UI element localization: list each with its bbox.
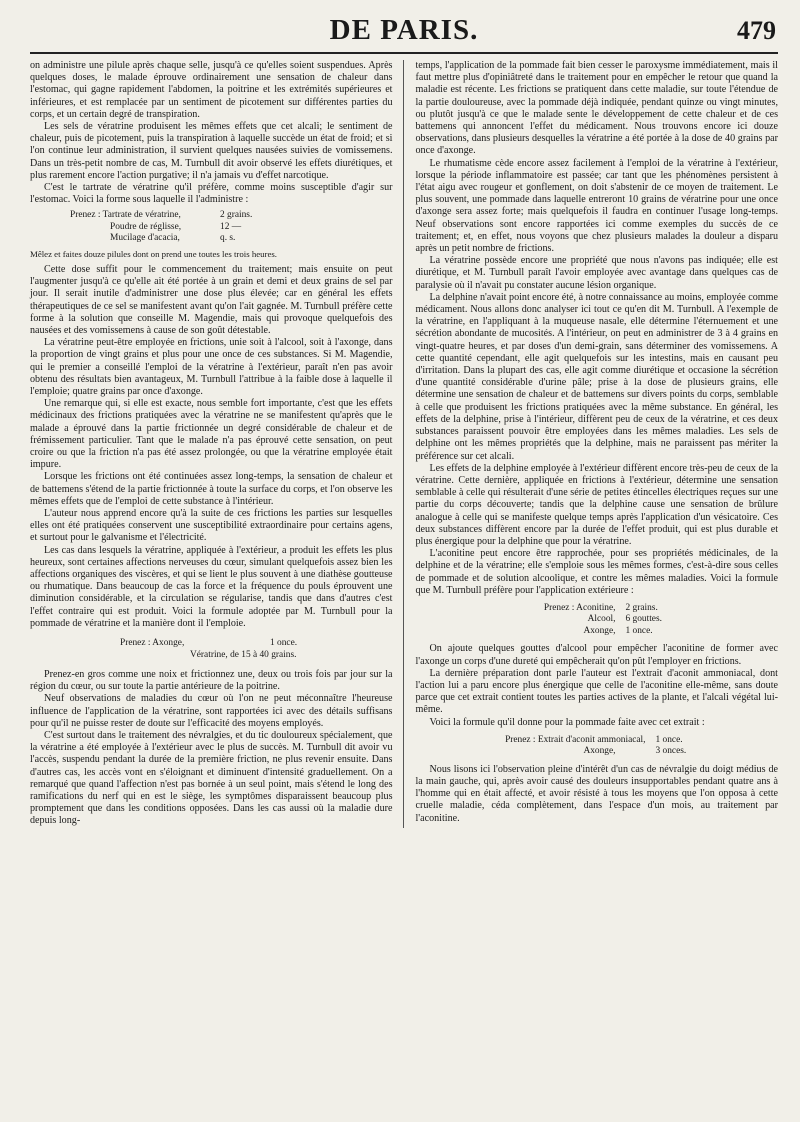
recipe-line: [30, 222, 393, 234]
recipe-formula: [30, 638, 393, 661]
paragraph: C'est surtout dans le traitement des névralgies, et du tic douloureux spécialement, que la vératrine a été employée à l'extérieur avec le plus de succès. M. Turnbull dit avoir vu l'accès, suspendu pendant la durée de la première friction, ne plus revenir ensuite. Dans d'autres cas, les accès vont en s'éloignant et diminuent d'intensité graduellement. On a remarqué que quand l'affection n'est pas bornée à un seul point, mais s'étend le long des ramifications du nerf qui en est le siège, les symptômes disparaissent beaucoup plus promptement que dans les conditions opposées. Dans les cas aussi où la maladie dure depuis long-: [30, 730, 393, 827]
recipe-quantity: 6 gouttes.: [625, 614, 662, 625]
paragraph: La dernière préparation dont parle l'auteur est l'extrait d'aconit ammoniacal, dont l'action lui a paru encore plus énergique que celle de l'aconitine elle-même, sans doute parce que cet extrait contient toutes les parties actives de la plante, et l'alcali végétal lui-même.: [415, 667, 778, 716]
recipe-formula: [416, 603, 779, 638]
paragraph: Les cas dans lesquels la vératrine, appliquée à l'extérieur, a produit les effets les plus heureux, sont certaines affections nerveuses du cœur, simulant quelquefois assez bien les affections organiques des viscères, et qui se lient le plus souvent à une diathèse goutteuse ou rhumatique. Dans beaucoup de cas la force et la fréquence du pouls éprouvent une diminution considérable, et la circulation se régularise, tandis que dans d'autres c'est l'effet contraire qui est produit. Voici la formule adoptée par M. Turnbull pour la pommade de vératrine et la manière dont il l'emploie.: [30, 544, 393, 629]
recipe-note: Mêlez et faites douze pilules dont on prend une toutes les trois heures.: [30, 248, 277, 259]
recipe-ingredient: Vératrine, de 15 à 40 grains.: [190, 649, 297, 660]
recipe-line: [416, 746, 779, 758]
recipe-ingredient: Axonge,: [583, 746, 616, 757]
recipe-line: [416, 626, 779, 638]
recipe-line: [416, 735, 779, 747]
paragraph: temps, l'application de la pommade fait bien cesser le paroxysme immédiatement, mais il faut mettre plus d'opiniâtreté dans le traitement pour en empêcher le retour que quand la maladie est récente. Les frictions se pratiquent dans cette maladie, sur toute l'étendue de la partie douloureuse, avec la pommade déjà indiquée, pendant quinze ou vingt minutes, ou plutôt jusqu'à ce que le malade sente le développement de cette chaleur et de ces battemens qui annoncent l'effet du médicament. Nous trouvons encore ici douze observations, dans plusieurs desquelles la vératrine a été portée à la dose de 40 grains par once d'axonge.: [415, 60, 778, 157]
recipe-line: [416, 603, 779, 615]
recipe-quantity: 3 onces.: [655, 746, 687, 757]
recipe-ingredient: Prenez : Tartrate de vératrine,: [70, 210, 181, 221]
paragraph: L'aconitine peut encore être rapprochée, pour ses propriétés médicinales, de la delphine et de la vératrine; elle s'emploie sous les mêmes formes, c'est-à-dire sous celles de pommade et de solution alcoolique, et contre les mêmes maladies. Voici la formule que M. Turnbull préfère pour l'application extérieure :: [415, 548, 778, 596]
recipe-line: [30, 650, 393, 662]
paragraph: Les effets de la delphine employée à l'extérieur diffèrent encore très-peu de ceux de la vératrine. Cette dernière, appliquée en frictions à l'extérieur, détermine une sensation semblable à celle qui résulterait d'une série de petites étincelles électriques reçues sur une partie du corps découverte; tandis que la delphine cause une sensation de brûlure analogue à celle qui se manifeste quelque temps après l'application d'un vésicatoire. Ces deux substances diffèrent encore par la durée de l'effet produit, qui est plus durable et plus énergique pour la delphine que pour la vératrine.: [415, 462, 778, 547]
recipe-quantity: 2 grains.: [625, 602, 658, 613]
recipe-ingredient: Axonge,: [583, 625, 616, 636]
paragraph: Neuf observations de maladies du cœur où l'on ne peut méconnaître l'heureuse influence de l'application de la vératrine, sont rapportées ici avec des détails suffisans pour qu'il ne puisse rester de doute sur l'efficacité des moyens employés.: [30, 693, 393, 729]
paragraph: La vératrine peut-être employée en frictions, unie soit à l'alcool, soit à l'axonge, dans la proportion de vingt grains et plus pour une once de ces substances. Si M. Magendie, qui le premier a conseillé l'emploi de la vératrine à l'extérieur, paraît n'en pas avoir obtenu des résultats bien avantageux, M. Turnbull l'attribue à la faible dose à laquelle il l'emploie; quatre grains par once d'axonge.: [30, 337, 393, 397]
page-header: [30, 14, 778, 54]
recipe-quantity: 12 —: [220, 221, 242, 232]
paragraph: On ajoute quelques gouttes d'alcool pour empêcher l'aconitine de former avec l'axonge un corps d'une dureté qui empêcherait qu'on pût l'employer en frictions.: [415, 643, 778, 667]
recipe-line: [30, 233, 393, 245]
paragraph: on administre une pilule après chaque selle, jusqu'à ce qu'elles soient suspendues. Après quelques doses, le malade éprouve ordinairement une sensation de chaleur dans l'estomac, qui gagne rapidement l'abdomen, la poitrine et les extrémités supérieures et inférieures, et est remplacée par un sentiment de picotement sur différentes parties du corps, et un certain degré de transpiration.: [30, 60, 393, 120]
paragraph: La delphine n'avait point encore été, à notre connaissance au moins, employée comme médicament. Nous allons donc analyser ici tout ce qu'en dit M. Turnbull. A l'exemple de la vératrine, en l'appliquant à la muqueuse nasale, elle détermine l'éternuement et une sécrétion abondante de mucosités. A l'intérieur, on peut en administrer de 3 à 4 grains en vingt-quatre heures, et par doses d'un demi-grain, sans déterminer des vomissemens. A cette quantité cependant, elle agit quelquefois sur les intestins, mais en causant peu d'irritation. Dans la plupart des cas, elle agit comme diurétique et occasione la sécrétion d'une quantité considérable d'urine pâle; prise à la dose de plusieurs grains, elle détermine une sensation de chaleur et de battemens sur divers points du corps, semblable à celle que produisent les frictions pratiquées avec la même substance. En général, les effets de la delphine, prise à l'intérieur, diffèrent peu de ceux de la vératrine, et ces deux substances paraissent pouvoir être employées dans les mêmes maladies. Les sels de delphine ont les mêmes propriétés que la delphine, mais ne paraissent pas mériter la préférence sur cet alcali.: [415, 291, 778, 462]
recipe-formula: [416, 735, 779, 758]
paragraph: C'est le tartrate de vératrine qu'il préfère, comme moins susceptible d'agir sur l'estomac. Voici la forme sous laquelle il l'administre :: [30, 182, 393, 206]
two-column-body: [30, 60, 778, 828]
paragraph: Lorsque les frictions ont été continuées assez long-temps, la sensation de chaleur et de battemens s'étend de la partie frictionnée à toute la surface du corps, et l'on observe les mêmes effets que de l'emploi de cette substance à l'intérieur.: [30, 471, 393, 507]
recipe-quantity: 2 grains.: [220, 210, 253, 221]
recipe-ingredient: Poudre de réglisse,: [110, 221, 182, 232]
recipe-formula: [30, 210, 393, 245]
paragraph: Cette dose suffit pour le commencement du traitement; mais ensuite on peut l'augmenter jusqu'à ce qu'elle ait été portée à un grain et demi et deux grains de sel par jour. Il serait inutile d'administrer une dose plus élevée; car en général les effets thérapeutiques de ce sel se manifestent avant qu'on l'ait gagnée. M. Turnbull préfère cette forme à la solution que conseille M. Magendie, mais qui provoque quelquefois des nausées et des vomissemens à cause de son goût détestable.: [30, 263, 393, 336]
recipe-line: [30, 638, 393, 650]
recipe-quantity: 1 once.: [655, 734, 683, 745]
left-column: [30, 60, 404, 828]
paragraph: Le rhumatisme cède encore assez facilement à l'emploi de la vératrine à l'extérieur, lorsque la période inflammatoire est passée; car tant que les phénomènes persistent à l'état aigu avec rougeur et gonflement, on doit s'abstenir de ce moyen de traitement. Le plus souvent, une pommade dans laquelle entreront 10 grains de vératrine pour une once d'axonge sera assez forte; mais quelquefois il faudra en continuer l'usage long-temps. Neuf observations sont encore rapportées ici comme exemples du succès de ce traitement; et, en effet, nous voyons que chez plusieurs malades la douleur a disparu après un petit nombre de frictions.: [415, 157, 778, 255]
running-title: DE PARIS.: [329, 14, 479, 46]
recipe-ingredient: Prenez : Axonge,: [120, 638, 185, 649]
paragraph: Une remarque qui, si elle est exacte, nous semble fort importante, c'est que les effets médicinaux des frictions pratiquées avec la vératrine ne se manifestent qu'après que le malade a éprouvé dans la partie frictionnée un degré considérable de chaleur et de frémissement particulier. Tant que le malade n'a pas éprouvé cette sensation, on peut croire ou que la friction n'a pas été assez prolongée, ou que la vératrine employée était impure.: [30, 398, 393, 471]
recipe-quantity: 1 once.: [270, 638, 298, 649]
recipe-quantity: 1 once.: [625, 625, 653, 636]
recipe-quantity: q. s.: [220, 233, 236, 244]
paragraph: Nous lisons ici l'observation pleine d'intérêt d'un cas de névralgie du doigt médius de la main gauche, qui, après avoir causé des douleurs insupportables pendant quatre ans à l'homme qui en était affecté, et avoir résisté à tous les moyens que l'on opposa à cette cruelle maladie, céda complètement, dans l'espace d'un mois, au traitement par l'aconitine.: [415, 763, 778, 824]
recipe-ingredient: Prenez : Aconitine,: [543, 602, 616, 613]
recipe-line: [416, 614, 779, 626]
paragraph: Les sels de vératrine produisent les mêmes effets que cet alcali; le sentiment de chaleur, puis de picotement, puis la transpiration à laquelle succède un état de froid; et si l'on continue leur administration, il survient quelques nausées suivies de vomissemens. Dans un très-petit nombre de cas, M. Turnbull dit avoir observé les effets diurétiques, et plus rarement encore l'action purgative; il n'a jamais vu d'effet narcotique.: [30, 121, 393, 181]
recipe-line: [30, 210, 393, 222]
recipe-ingredient: Prenez : Extrait d'aconit ammoniacal,: [505, 734, 646, 745]
page-number: 479: [737, 16, 776, 45]
paragraph: Voici la formule qu'il donne pour la pommade faite avec cet extrait :: [429, 716, 705, 728]
paragraph: L'auteur nous apprend encore qu'à la suite de ces frictions les parties sur lesquelles elles ont été pratiquées conservent une susceptibilité extraordinaire pour certains agens, et surtout pour le galvanisme et l'électricité.: [30, 508, 393, 544]
paragraph: La vératrine possède encore une propriété que nous n'avons pas indiquée; elle est diurétique, et M. Turnbull paraît l'avoir employée avec avantage dans quelques cas de paralysie où il n'avait pu constater aucune lésion organique.: [415, 255, 778, 291]
recipe-ingredient: Alcool,: [587, 614, 616, 625]
right-column: [404, 60, 779, 828]
recipe-ingredient: Mucilage d'acacia,: [110, 233, 180, 244]
paragraph: Prenez-en gros comme une noix et frictionnez une, deux ou trois fois par jour sur la région du cœur, ou sur toute la partie antérieure de la poitrine.: [30, 669, 393, 693]
